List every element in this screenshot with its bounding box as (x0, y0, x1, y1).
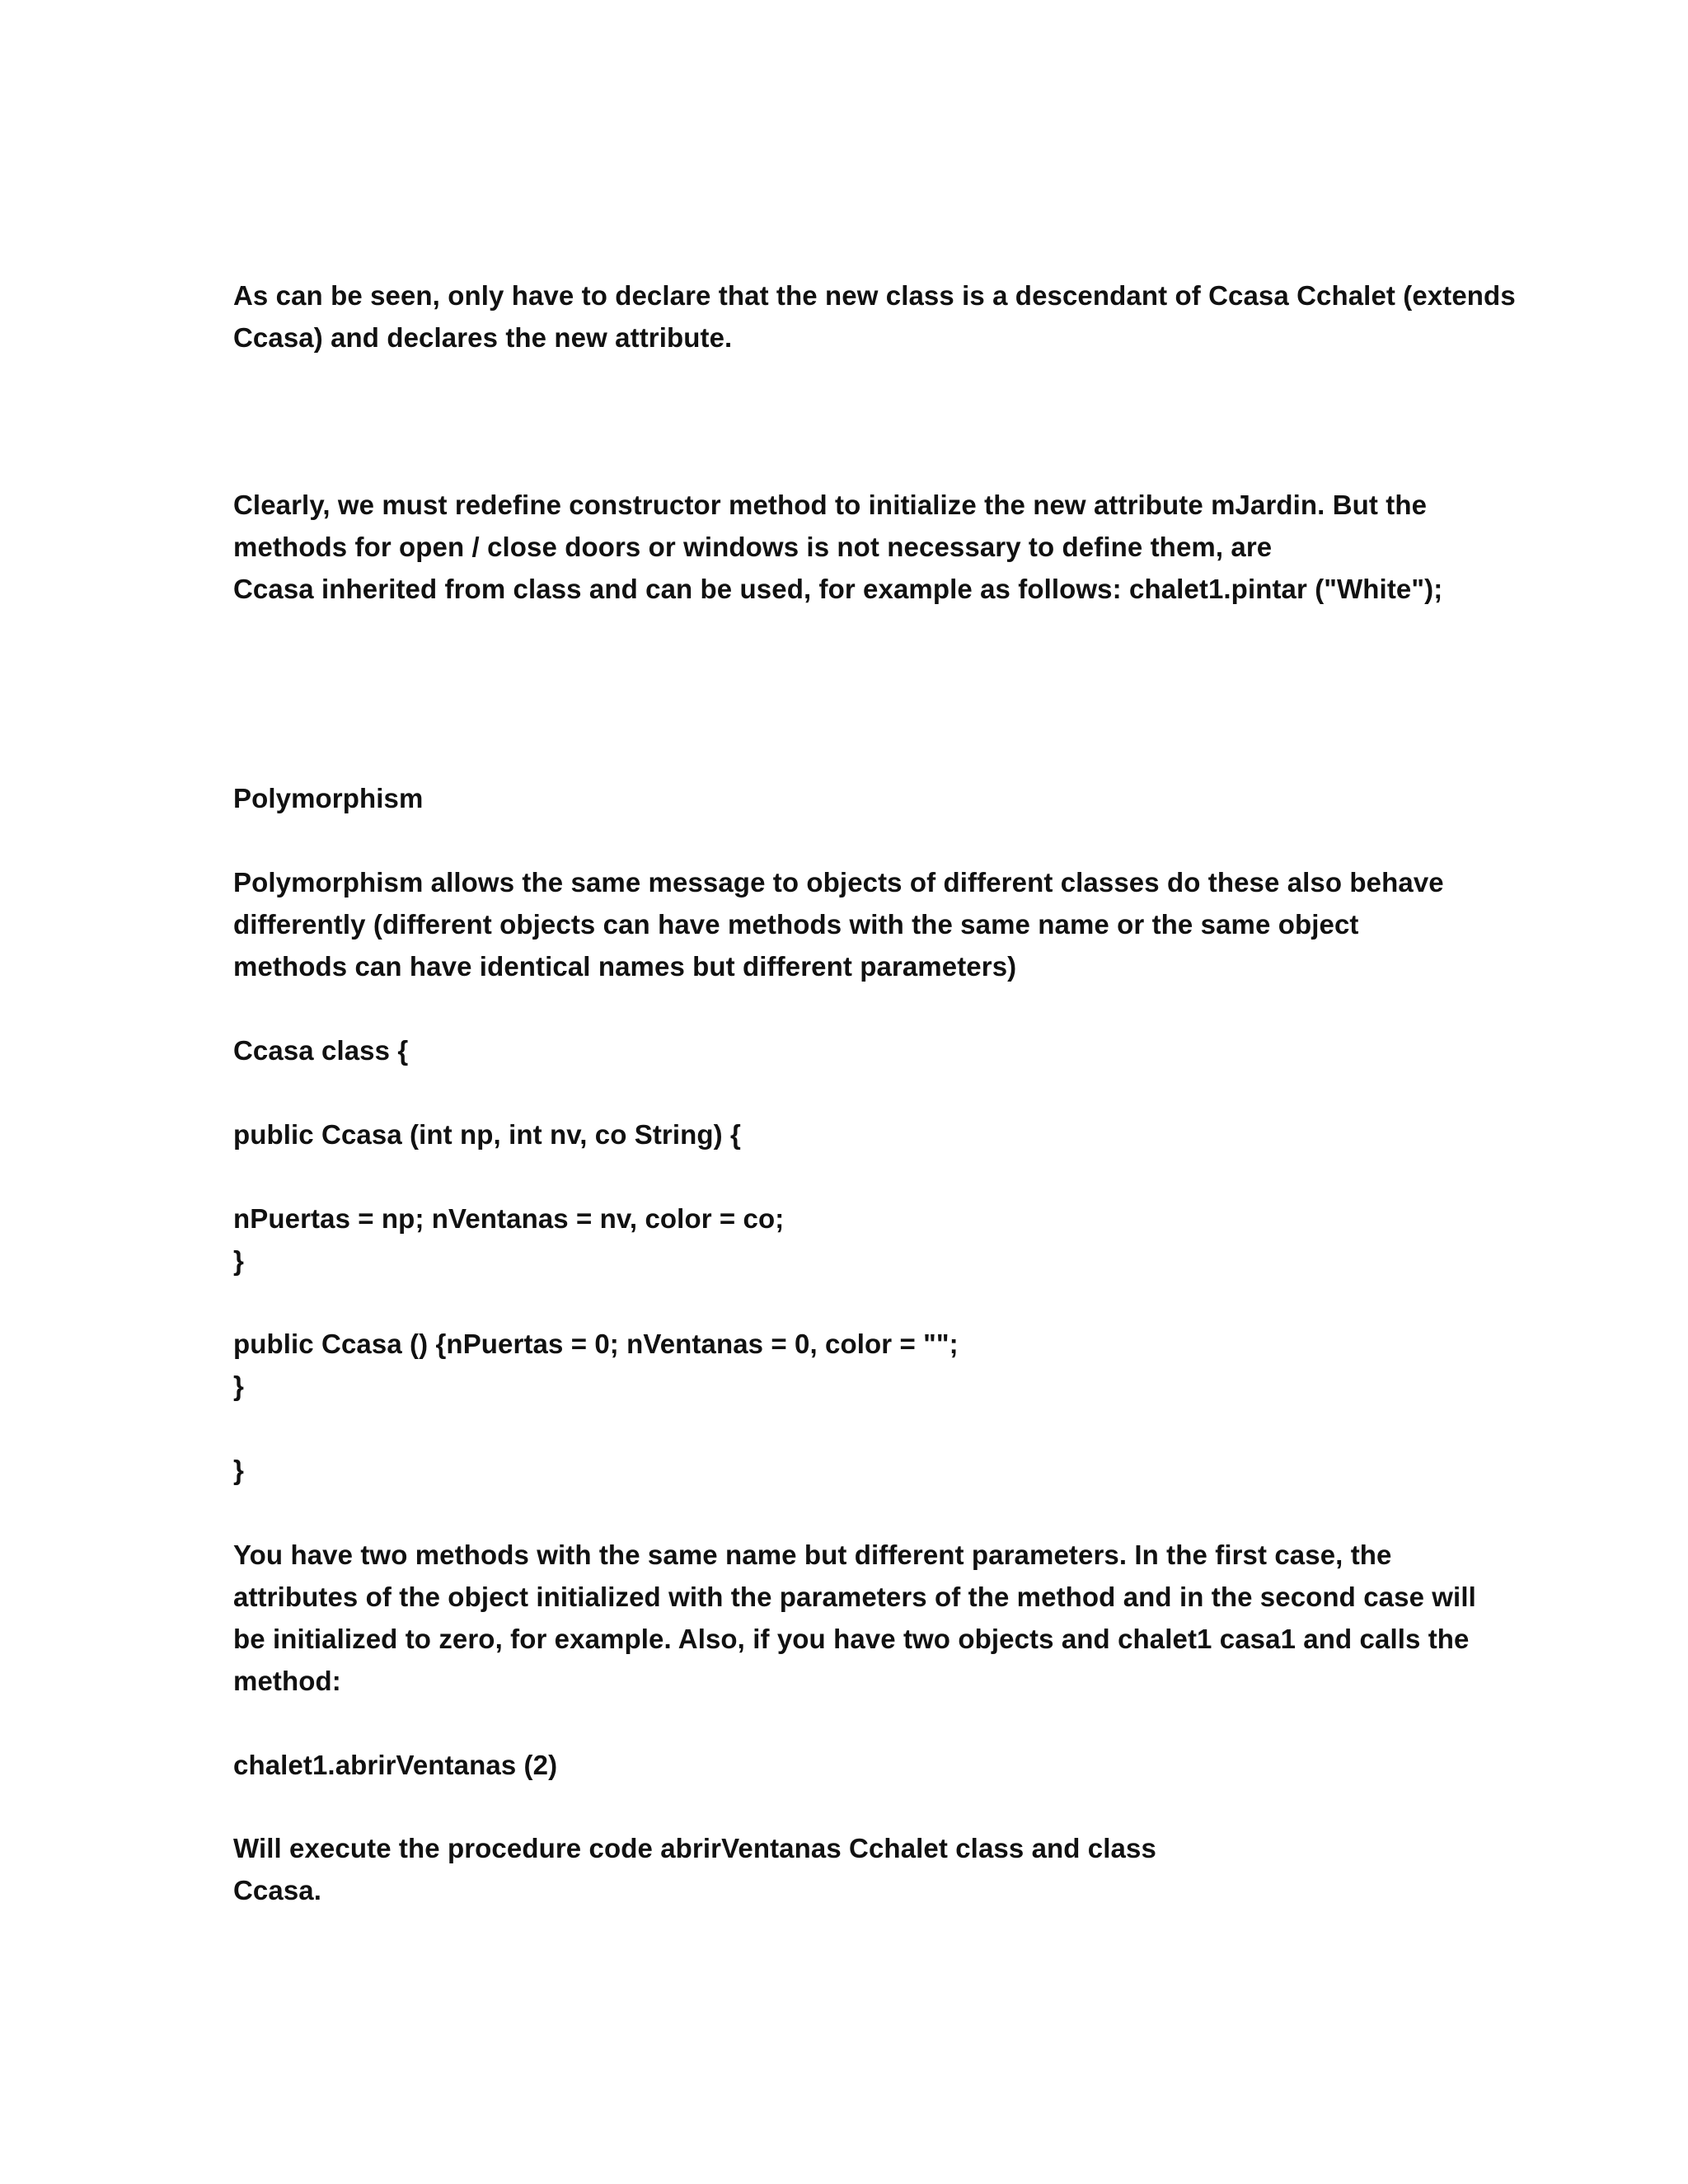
section-heading-polymorphism (233, 777, 1470, 819)
paragraph-polymorphism-definition (233, 861, 1470, 987)
code-line: nPuertas = np; nVentanas = nv, color = co; (233, 1203, 785, 1234)
code-class-open (233, 1029, 1470, 1071)
text-line: be initialized to zero, for example. Also, if you have two objects and chalet1 casa1 and calls the (233, 1624, 1470, 1654)
paragraph-method-call-example (233, 1744, 1470, 1786)
text-line: Polymorphism allows the same message to objects of different classes do these also behave (233, 867, 1444, 898)
code-line: Ccasa class { (233, 1035, 409, 1066)
code-line: public Ccasa (int np, int nv, co String) { (233, 1119, 741, 1150)
text-line: Clearly, we must redefine constructor method to initialize the new attribute mJardin. But the (233, 490, 1428, 520)
paragraph-execution-note (233, 1827, 1470, 1911)
text-line: You have two methods with the same name but different parameters. In the first case, the (233, 1540, 1392, 1570)
code-line: } (233, 1245, 244, 1276)
text-line: methods for open / close doors or windows is not necessary to define them, are (233, 532, 1273, 562)
code-line: chalet1.abrirVentanas (2) (233, 1750, 558, 1780)
code-constructor-signature (233, 1113, 1470, 1155)
text-line: differently (different objects can have methods with the same name or the same object (233, 909, 1359, 940)
heading-text: Polymorphism (233, 783, 424, 813)
code-default-constructor (233, 1323, 1470, 1407)
code-class-close (233, 1449, 1470, 1491)
text-line: Ccasa) and declares the new attribute. (233, 322, 733, 353)
text-line: method: (233, 1666, 341, 1696)
text-line: attributes of the object initialized with the parameters of the method and in the second case will (233, 1582, 1476, 1612)
code-line: } (233, 1455, 244, 1485)
paragraph-descendant-intro (233, 274, 1516, 359)
text-line: Ccasa. (233, 1875, 322, 1905)
code-constructor-body (233, 1197, 1470, 1282)
code-line: public Ccasa () {nPuertas = 0; nVentanas = 0, color = ""; (233, 1329, 959, 1359)
paragraph-overloading-explanation (233, 1534, 1476, 1702)
text-line: methods can have identical names but different parameters) (233, 951, 1017, 982)
text-line: As can be seen, only have to declare that the new class is a descendant of Ccasa Cchalet (extends (233, 280, 1516, 311)
text-line: Will execute the procedure code abrirVentanas Cchalet class and class (233, 1833, 1156, 1863)
paragraph-constructor-note (233, 484, 1470, 610)
text-line: Ccasa inherited from class and can be used, for example as follows: chalet1.pintar ("White"); (233, 574, 1443, 604)
code-line: } (233, 1371, 244, 1401)
